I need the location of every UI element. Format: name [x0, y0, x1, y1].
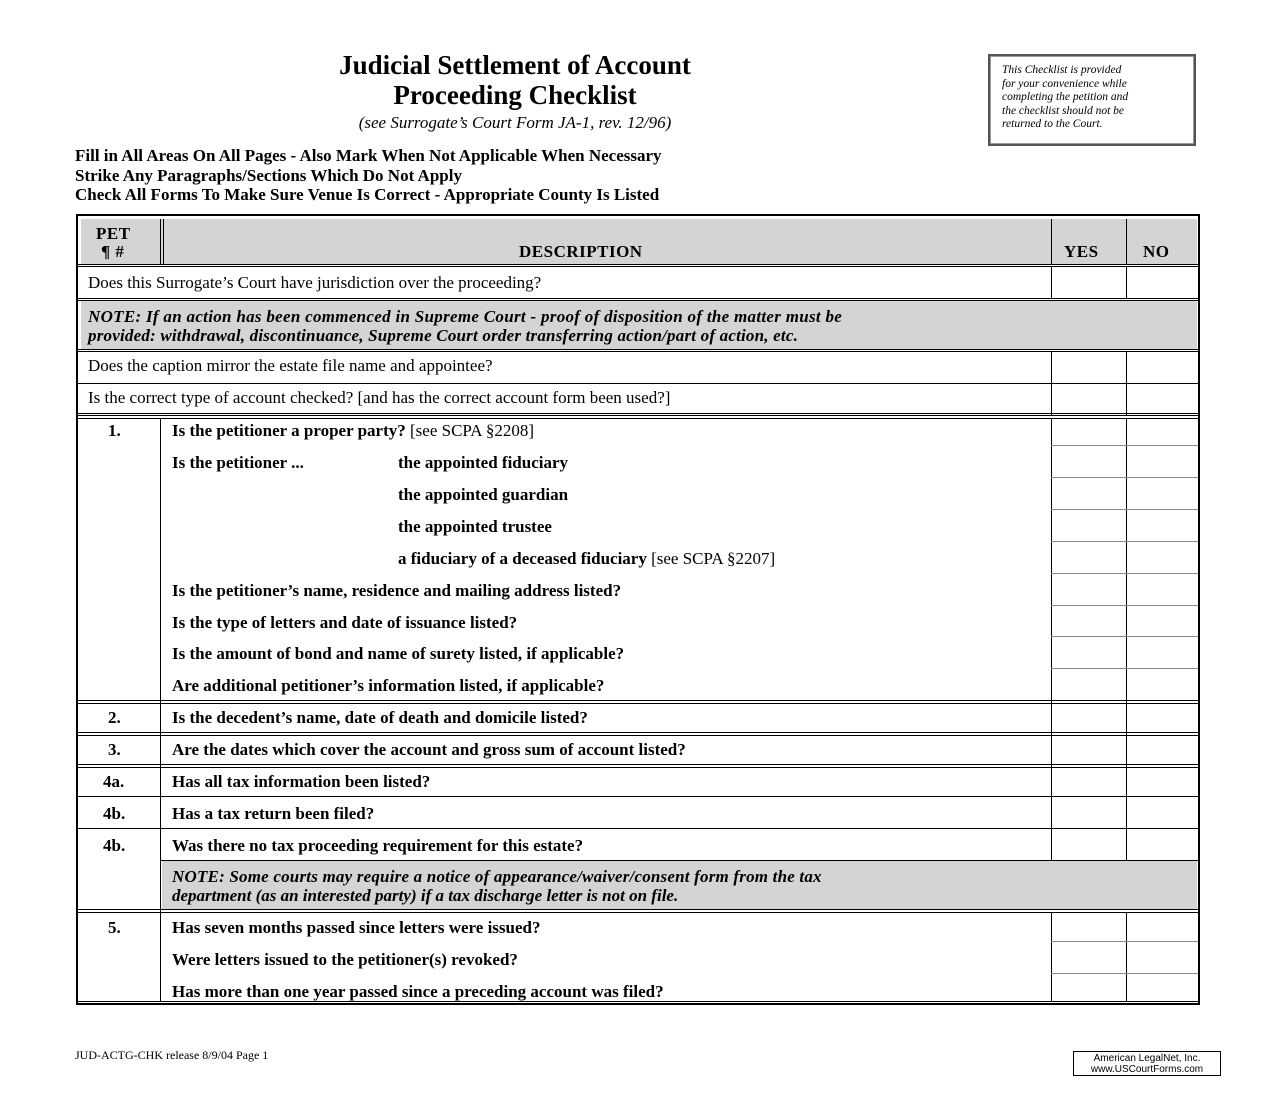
- paragraph-number: 5.: [108, 918, 121, 937]
- title-block: [190, 50, 840, 134]
- question-preceding-account: Has more than one year passed since a preceding account was filed?: [172, 982, 664, 1001]
- note-supreme-court-line1: NOTE: If an action has been commenced in Supreme Court - proof of disposition of the matter must be: [88, 307, 843, 326]
- col-header-yes: YES: [1064, 242, 1099, 261]
- notice-line: for your convenience while: [1002, 77, 1127, 90]
- option-deceased-fiduciary: a fiduciary of a deceased fiduciary [see SCPA §2207]: [398, 549, 776, 568]
- instructions: [75, 146, 975, 205]
- notice-line: the checklist should not be: [1002, 104, 1124, 117]
- question-decedent: Is the decedent’s name, date of death and domicile listed?: [172, 708, 588, 727]
- notice-line: completing the petition and: [1002, 91, 1129, 103]
- release-footer: JUD-ACTG-CHK release 8/9/04 Page 1: [75, 1048, 269, 1062]
- note-tax-line2: department (as an interested party) if a tax discharge letter is not on file.: [172, 886, 679, 905]
- note-supreme-court-line2: provided: withdrawal, discontinuance, Supreme Court order transferring action/part of action, etc.: [88, 326, 799, 345]
- question-account-dates: Are the dates which cover the account and gross sum of account listed?: [172, 740, 686, 759]
- question-letters-type: Is the type of letters and date of issuance listed?: [172, 613, 518, 632]
- instruction-line: Check All Forms To Make Sure Venue Is Correct - Appropriate County Is Listed: [75, 185, 660, 204]
- question-tax-return: Has a tax return been filed?: [172, 804, 375, 823]
- checklist-table: [76, 214, 1200, 1005]
- question-jurisdiction: Does this Surrogate’s Court have jurisdiction over the proceeding?: [88, 273, 542, 292]
- option-guardian: the appointed guardian: [398, 485, 569, 504]
- publisher-box: [1073, 1051, 1221, 1076]
- paragraph-number: 4b.: [103, 804, 126, 823]
- question-seven-months: Has seven months passed since letters were issued?: [172, 918, 541, 937]
- question-bond-surety: Is the amount of bond and name of surety listed, if applicable?: [172, 644, 625, 663]
- instruction-line: Fill in All Areas On All Pages - Also Mark When Not Applicable When Necessary: [75, 146, 662, 165]
- paragraph-number: 2.: [108, 708, 121, 727]
- question-account-type: Is the correct type of account checked? [and has the correct account form been used?]: [88, 388, 671, 407]
- question-additional-petitioner: Are additional petitioner’s information listed, if applicable?: [172, 676, 605, 695]
- page-subtitle: (see Surrogate’s Court Form JA-1, rev. 12/96): [358, 113, 672, 132]
- option-trustee: the appointed trustee: [398, 517, 552, 536]
- question-petitioner-lead: Is the petitioner ...: [172, 453, 304, 472]
- notice-line: returned to the Court.: [1002, 118, 1103, 130]
- paragraph-number: 1.: [108, 421, 121, 440]
- question-no-tax-proceeding: Was there no tax proceeding requirement for this estate?: [172, 836, 584, 855]
- question-proper-party: Is the petitioner a proper party? [see SCPA §2208]: [172, 421, 535, 440]
- paragraph-number: 4a.: [103, 772, 125, 791]
- question-caption: Does the caption mirror the estate file name and appointee?: [88, 356, 493, 375]
- question-tax-info: Has all tax information been listed?: [172, 772, 431, 791]
- publisher-name: American LegalNet, Inc.: [1093, 1053, 1201, 1064]
- page-title-line1: Judicial Settlement of Account: [339, 50, 691, 80]
- instruction-line: Strike Any Paragraphs/Sections Which Do Not Apply: [75, 165, 462, 185]
- page-title-line2: Proceeding Checklist: [393, 80, 637, 110]
- col-header-pet: PET: [96, 224, 131, 243]
- question-petitioner-address: Is the petitioner’s name, residence and mailing address listed?: [172, 581, 622, 600]
- notice-line: This Checklist is provided: [1002, 64, 1122, 76]
- col-header-description: DESCRIPTION: [519, 242, 643, 261]
- col-header-para: ¶ #: [101, 242, 125, 261]
- note-tax-line1: NOTE: Some courts may require a notice of appearance/waiver/consent form from the tax: [172, 867, 822, 886]
- paragraph-number: 4b.: [103, 836, 126, 855]
- option-fiduciary: the appointed fiduciary: [398, 453, 569, 472]
- question-letters-revoked: Were letters issued to the petitioner(s) revoked?: [172, 950, 518, 969]
- paragraph-number: 3.: [108, 740, 121, 759]
- col-header-no: NO: [1143, 242, 1170, 261]
- convenience-notice: [988, 54, 1196, 146]
- publisher-url: www.USCourtForms.com: [1090, 1064, 1204, 1075]
